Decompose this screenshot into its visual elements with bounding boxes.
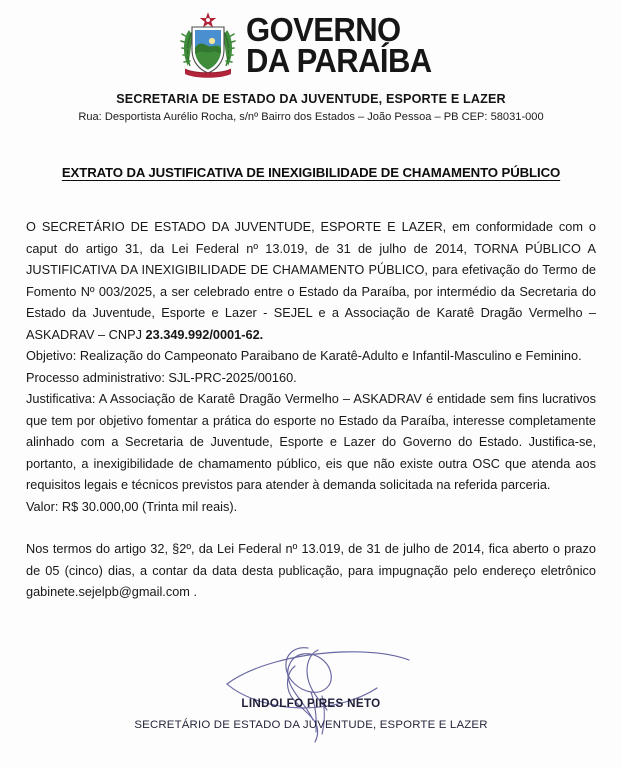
document-body xyxy=(26,180,596,603)
signatory-name: LINDOLFO PIRES NETO xyxy=(241,697,381,710)
preamble-text: O SECRETÁRIO DE ESTADO DA JUVENTUDE, ESPORTE E LAZER, em conformidade com o caput do artigo 31, da Lei Federal nº 13.019, de 31 de julho de 2014, TORNA PÚBLICO A JUSTIFICATIVA DA INEXIGIBILIDADE DE CHAMAMENTO PÚBLICO, para efetivação do Termo de Fomento Nº 003/2025, a ser celebrado entre o Estado da Paraíba, por intermédio da Secretaria do Estado da Juventude, Esporte e Lazer - SEJEL e a Associação de Karatê Dragão Vermelho – ASKADRAV – CNPJ xyxy=(26,219,596,342)
organization-address: Rua: Desportista Aurélio Rocha, s/nº Bairro dos Estados – João Pessoa – PB CEP: 58031-000 xyxy=(78,111,544,123)
signature-block xyxy=(0,636,622,731)
paragraph-valor: Valor: R$ 30.000,00 (Trinta mil reais). xyxy=(26,498,238,514)
paraiba-coat-of-arms-icon xyxy=(179,10,237,80)
paragraph-justificativa: Justificativa: A Associação de Karatê Dragão Vermelho – ASKADRAV é entidade sem fins lucrativos que tem por objetivo fomentar a prática do esporte no Estado da Paraíba, interesse completamente alinhado com a Secretaria de Juventude, Esporte e Lazer do Governo do Estado. Justifica-se, portanto, a inexigibilidade de chamamento público, eis que não existe outra OSC que atenda aos requisitos legais e técnicos previstos para atender à demanda solicitada na referida parceria. xyxy=(26,391,596,492)
government-brand-header xyxy=(0,0,622,78)
document-title xyxy=(0,165,622,180)
secretariat-header xyxy=(0,92,622,123)
organization-name: SECRETARIA DE ESTADO DA JUVENTUDE, ESPORTE E LAZER xyxy=(116,92,506,106)
brand-line-da-paraiba: DA PARAÍBA xyxy=(245,42,432,79)
brand-line-governo: GOVERNO xyxy=(245,11,401,49)
paragraph-preamble xyxy=(26,216,596,345)
document-title-text: EXTRATO DA JUSTIFICATIVA DE INEXIGIBILIDADE DE CHAMAMENTO PÚBLICO xyxy=(61,165,561,180)
paragraph-processo-administrativo: Processo administrativo: SJL-PRC-2025/00160. xyxy=(26,369,297,385)
signatory-role: SECRETÁRIO DE ESTADO DA JUVENTUDE, ESPORTE E LAZER xyxy=(134,719,488,731)
paragraph-objetivo: Objetivo: Realização do Campeonato Paraibano de Karatê-Adulto e Infantil-Masculino e Feminino. xyxy=(26,348,582,363)
paragraph-prazo-impugnacao: Nos termos do artigo 32, §2º, da Lei Federal nº 13.019, de 31 de julho de 2014, fica aberto o prazo de 05 (cinco) dias, a contar da data desta publicação, para impugnação pelo endereço eletrônico gabinete.sejelpb@gmail.com . xyxy=(26,541,596,599)
brand-wordmark xyxy=(245,11,444,79)
cnpj-value: 23.349.992/0001-62. xyxy=(145,326,264,342)
